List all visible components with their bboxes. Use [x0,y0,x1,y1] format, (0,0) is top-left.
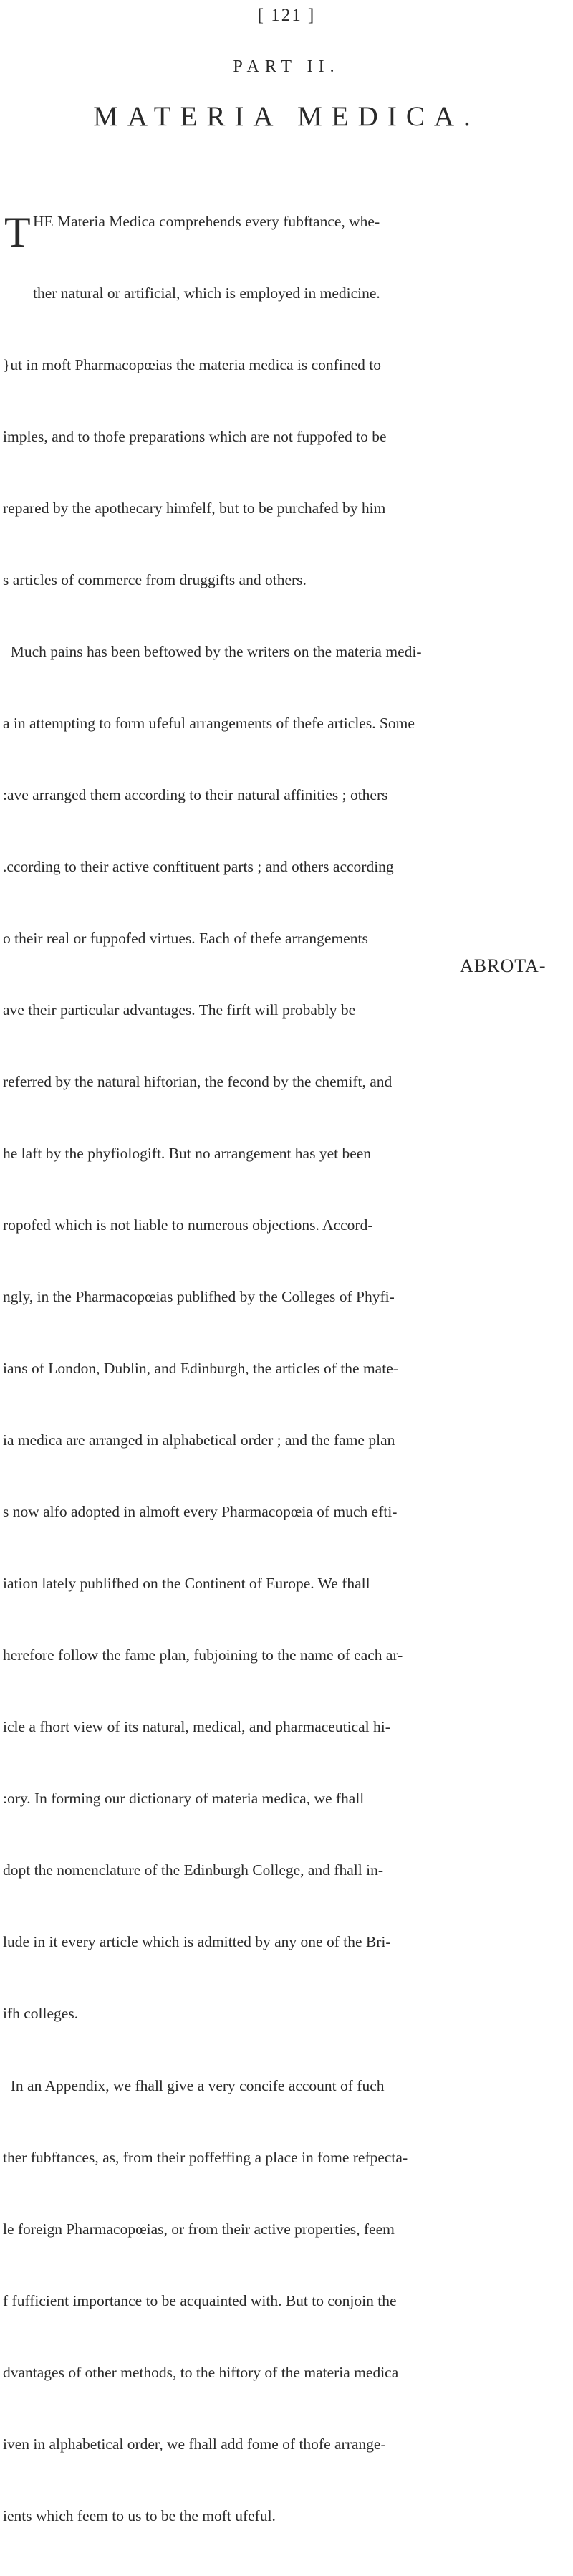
text-line: o their real or fuppofed virtues. Each of thefe arrangements [3,930,368,947]
text-line: :ory. In forming our dictionary of materia medica, we fhall [3,1790,365,1808]
text-line: ther natural or artificial, which is employed in medicine. [33,284,380,302]
text-line: ifh colleges. [3,2005,79,2023]
text-line: ther fubftances, as, from their poffeffing a place in fome refpecta- [3,2148,408,2166]
text-line: a in attempting to form ufeful arrangements of thefe articles. Some [3,714,415,732]
text-line: In an Appendix, we fhall give a very concife account of fuch [3,2076,385,2094]
body-text [3,162,566,2576]
catchword: ABROTA- [460,955,546,976]
text-line: T HE Materia Medica comprehends every fubftance, whe- [4,208,380,256]
text-line: ropofed which is not liable to numerous objections. Accord- [3,1216,373,1234]
text-line: icle a fhort view of its natural, medical, and pharmaceutical hi- [3,1718,390,1736]
text-line: f fufficient importance to be acquainted with. But to conjoin the [3,2291,397,2309]
text-line: ians of London, Dublin, and Edinburgh, the articles of the mate- [3,1360,398,1378]
text-line: repared by the apothecary himfelf, but to be purchafed by him [3,499,386,517]
text-line: ients which feem to us to be the moft ufeful. [3,2506,276,2524]
text-line: .ccording to their active conftituent parts ; and others according [3,857,394,875]
page-number: [ 121 ] [257,6,316,25]
text-line: ave their particular advantages. The firft will probably be [3,1001,356,1019]
text-line: iation lately publifhed on the Continent of Europe. We fhall [3,1575,370,1593]
chapter-title: MATERIA MEDICA. [93,101,480,132]
text-line: ngly, in the Pharmacopœias publifhed by the Colleges of Phyfi- [3,1288,395,1306]
text-line: iven in alphabetical order, we fhall add fome of thofe arrange- [3,2435,386,2453]
text-line: herefore follow the fame plan, fubjoining to the name of each ar- [3,1646,403,1664]
text-line: le foreign Pharmacopœias, or from their active properties, feem [3,2220,395,2238]
text-line: he laft by the phyfiologift. But no arrangement has yet been [3,1145,372,1163]
drop-capital: T [4,208,31,256]
text-line: dvantages of other methods, to the hiftory of the materia medica [3,2363,399,2381]
text-line: imples, and to thofe preparations which are not fuppofed to be [3,427,387,445]
text-line: :ave arranged them according to their natural affinities ; others [3,786,388,803]
text-line: Much pains has been beftowed by the writers on the materia medi- [3,642,422,660]
text-line: lude in it every article which is admitted by any one of the Bri- [3,1933,391,1951]
text-line: ia medica are arranged in alphabetical order ; and the fame plan [3,1431,395,1449]
text-line: s articles of commerce from druggifts and others. [3,571,307,588]
text-line: referred by the natural hiftorian, the fecond by the chemift, and [3,1073,393,1091]
text-line: s now alfo adopted in almoft every Pharmacopœia of much efti- [3,1503,398,1521]
text-line: }ut in moft Pharmacopœias the materia medica is confined to [3,356,381,373]
part-heading: PART II. [233,57,340,76]
text-line: dopt the nomenclature of the Edinburgh College, and fhall in- [3,1861,383,1879]
